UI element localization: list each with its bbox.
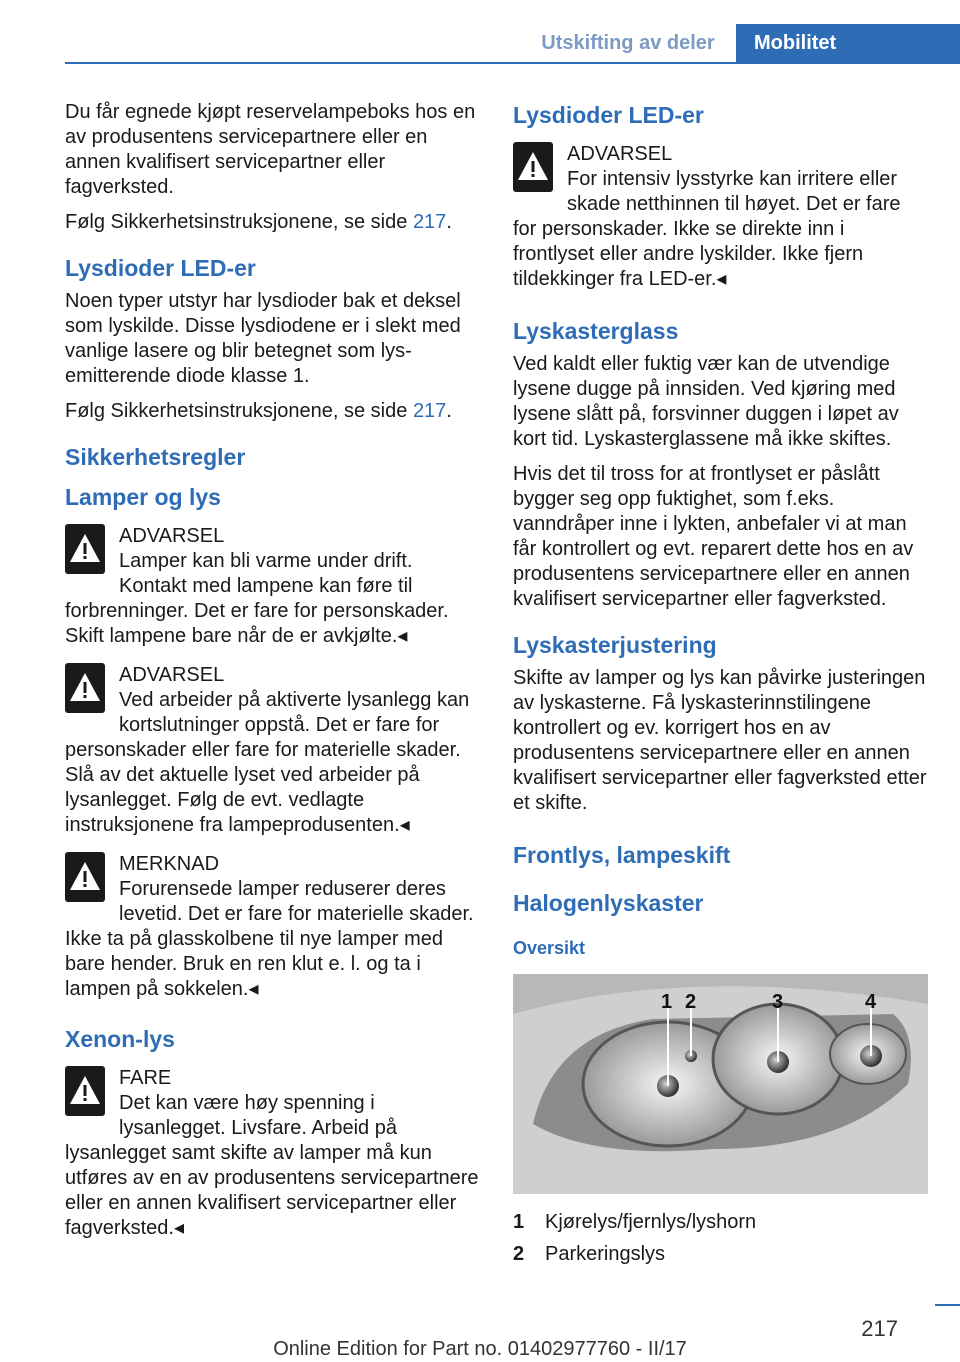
legend-number: 2 bbox=[513, 1243, 525, 1265]
page-link[interactable]: 217 bbox=[412, 400, 447, 422]
headlight-glass-paragraph-1: Ved kaldt eller fuktig vær kan de utvendige lysene dugge på innsiden. Ved kjøring med lysene slått på, forsvinner duggen i løpet av kort tid. Lyskasterglassene må ikke skiftes. bbox=[513, 353, 899, 450]
legend-text: Parkeringslys bbox=[545, 1243, 666, 1265]
safety-heading: Sikkerhetsregler bbox=[65, 444, 246, 470]
callout-1: 1 bbox=[661, 991, 673, 1013]
led-heading-right: Lysdioder LED-er bbox=[513, 102, 704, 128]
warning-text: For intensiv lysstyrke kan irritere eller skade netthinnen til høyet. Det er fare for personskader. Ikke se direkte inn i frontlyset eller andre lyskilder. Ikke fjern tildekkinger fra LED-er.◂ bbox=[513, 168, 901, 290]
headlight-adjustment-heading: Lyskasterjustering bbox=[513, 632, 717, 658]
halogen-heading: Halogenlyskaster bbox=[513, 890, 704, 916]
headlight-glass-paragraph-2: Hvis det til tross for at frontlyset er påslått bygger seg opp fuktighet, som f.eks. vanndråper inne i lykten, anbefaler vi at man får kontrollert og evt. reparert dette hos en av produsentens servicepartnere eller en annen kvalifisert servicepartner eller fagverksted. bbox=[513, 463, 914, 610]
headlight-illustration bbox=[513, 974, 928, 1194]
left-column bbox=[65, 100, 480, 1255]
headlight-figure bbox=[513, 974, 928, 1194]
warning-triangle-icon bbox=[65, 852, 105, 902]
led-heading: Lysdioder LED-er bbox=[65, 255, 256, 281]
footer-edition: Online Edition for Part no. 01402977760 - II/17 bbox=[273, 1338, 687, 1360]
headlight-glass-heading: Lyskasterglass bbox=[513, 318, 679, 344]
danger-title: FARE bbox=[119, 1067, 172, 1089]
safety-reference-1: Følg Sikkerhetsinstruksjonene, se side 217. bbox=[65, 211, 452, 233]
section-tab[interactable]: Utskifting av deler bbox=[541, 32, 715, 54]
overview-heading: Oversikt bbox=[513, 938, 586, 958]
callout-3: 3 bbox=[772, 991, 784, 1013]
legend-item bbox=[513, 1210, 928, 1235]
page-number: 217 bbox=[861, 1316, 898, 1341]
warning-triangle-icon bbox=[513, 142, 553, 192]
headlight-adjustment-paragraph: Skifte av lamper og lys kan påvirke justeringen av lyskasterne. Få lyskasterinnstilingene kontrollert og ev. korrigert hos en av produsentens servicepartnere eller en annen kvalifisert servicepartner eller fagverksted etter et skifte. bbox=[513, 667, 927, 814]
warning-text: Ved arbeider på aktiverte lysanlegg kan kortslutninger oppstå. Det er fare for personskader eller fare for materielle skader. Slå av det aktuelle lyset ved arbeider på lysanlegget. Følg de evt. vedlagte instruksjonene fra lampeprodusenten.◂ bbox=[65, 689, 470, 836]
callout-2: 2 bbox=[685, 991, 697, 1013]
warning-title: ADVARSEL bbox=[567, 143, 673, 165]
warning-triangle-icon bbox=[65, 663, 105, 713]
led-paragraph: Noen typer utstyr har lysdioder bak et deksel som lyskilde. Disse lysdiodene er i slekt med vanlige lasere og blir betegnet som lys-emitterende diode klasse 1. bbox=[65, 290, 461, 387]
warning-box-heat bbox=[65, 524, 480, 649]
legend-item bbox=[513, 1242, 928, 1267]
right-column bbox=[513, 100, 928, 1274]
lamps-heading: Lamper og lys bbox=[65, 484, 221, 510]
warning-title: ADVARSEL bbox=[119, 525, 225, 547]
legend-number: 1 bbox=[513, 1211, 525, 1233]
callout-4: 4 bbox=[865, 991, 877, 1013]
danger-box-voltage bbox=[65, 1066, 480, 1241]
warning-triangle-icon bbox=[65, 524, 105, 574]
note-title: MERKNAD bbox=[119, 853, 220, 875]
safety-reference-2: Følg Sikkerhetsinstruksjonene, se side 217. bbox=[65, 400, 452, 422]
footer-rule bbox=[935, 1304, 960, 1306]
front-lights-heading: Frontlys, lampeskift bbox=[513, 842, 731, 868]
chapter-tab[interactable]: Mobilitet bbox=[736, 24, 960, 64]
warning-title: ADVARSEL bbox=[119, 664, 225, 686]
note-text: Forurensede lamper reduserer deres levetid. Det er fare for materielle skader. Ikke ta på glasskolbene til nye lamper med bare hender. Bruk en ren klut e. l. og ta i lampen på sokkelen.◂ bbox=[65, 878, 474, 1000]
xenon-heading: Xenon-lys bbox=[65, 1026, 175, 1052]
note-box-contamination bbox=[65, 852, 480, 1002]
warning-triangle-icon bbox=[65, 1066, 105, 1116]
warning-text: Lamper kan bli varme under drift. Kontakt med lampene kan føre til forbrenninger. Det er fare for personskader. Skift lampene bare når de er avkjølte.◂ bbox=[65, 550, 449, 647]
intro-paragraph: Du får egnede kjøpt reservelampeboks hos en av produsentens servicepartnere eller en annen kvalifisert servicepartner eller fagverksted. bbox=[65, 101, 476, 198]
legend-text: Kjørelys/fjernlys/lyshorn bbox=[545, 1211, 757, 1233]
warning-box-light-intensity bbox=[513, 142, 928, 292]
warning-box-short-circuit bbox=[65, 663, 480, 838]
page-link[interactable]: 217 bbox=[412, 211, 447, 233]
danger-text: Det kan være høy spenning i lysanlegget. Livsfare. Arbeid på lysanlegget samt skifte av lamper må kun utføres av en av produsentens servicepartnere eller en annen kvalifisert servicepartner eller fagverksted.◂ bbox=[65, 1092, 479, 1239]
